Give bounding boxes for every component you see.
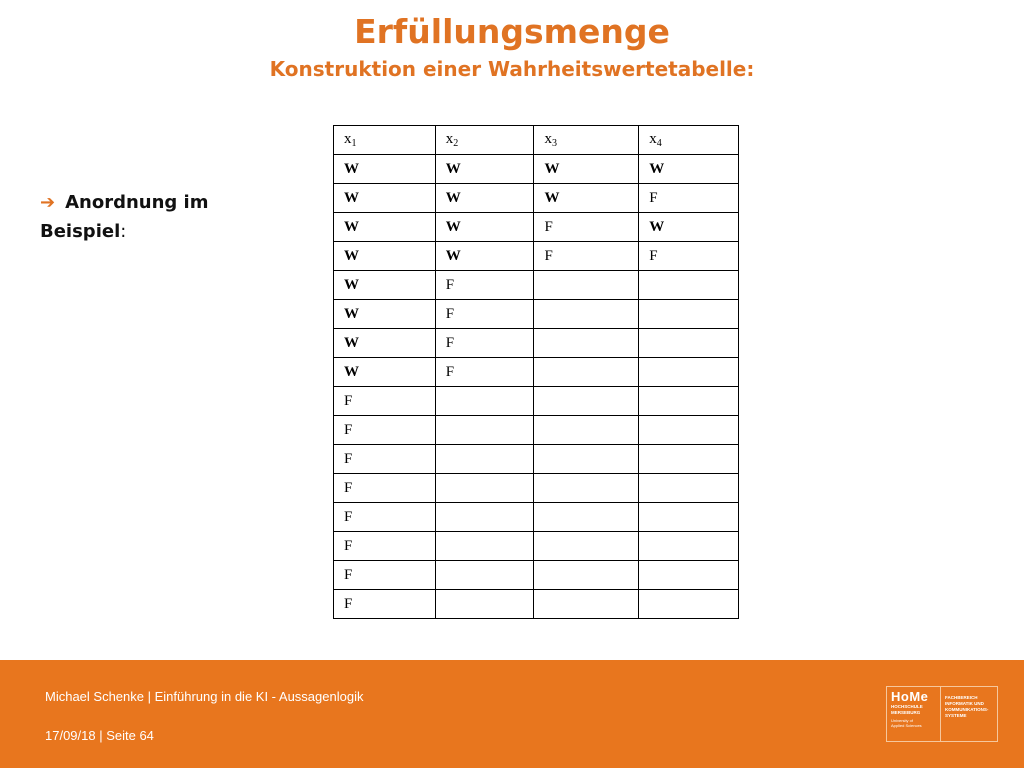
table-cell: W <box>334 242 436 271</box>
table-row <box>334 532 739 561</box>
table-row <box>334 474 739 503</box>
truth-table <box>333 125 739 619</box>
table-row <box>334 271 739 300</box>
table-cell: F <box>639 242 739 271</box>
table-row <box>334 358 739 387</box>
table-row <box>334 590 739 619</box>
table-row <box>334 184 739 213</box>
table-cell: W <box>639 155 739 184</box>
table-cell: F <box>334 590 436 619</box>
table-cell: W <box>435 242 534 271</box>
table-cell <box>639 329 739 358</box>
footer-bar <box>0 660 1024 768</box>
table-cell <box>534 561 639 590</box>
table-cell <box>534 358 639 387</box>
table-cell: F <box>435 358 534 387</box>
table-cell: F <box>334 503 436 532</box>
university-logo: HoMe HOCHSCHULE MERSEBURG University of Applied Sciences FACHBEREICH INFORMATIK UND KOMMUNIKATIONS- SYSTEME <box>886 686 998 742</box>
table-cell <box>534 445 639 474</box>
table-cell: F <box>435 271 534 300</box>
table-cell <box>534 416 639 445</box>
header-cell-x4: $x_4$ <box>639 126 739 155</box>
table-cell <box>534 503 639 532</box>
table-cell: W <box>334 358 436 387</box>
table-cell: F <box>435 300 534 329</box>
table-cell: F <box>334 532 436 561</box>
table-cell <box>639 474 739 503</box>
header-cell-x3: $x_3$ <box>534 126 639 155</box>
table-cell: W <box>435 184 534 213</box>
table-row <box>334 242 739 271</box>
table-header-row <box>334 126 739 155</box>
bullet-colon: : <box>120 221 127 242</box>
table-cell: W <box>334 329 436 358</box>
table-cell <box>639 271 739 300</box>
table-cell: F <box>435 329 534 358</box>
table-cell <box>534 300 639 329</box>
bullet-text-line2: Beispiel <box>40 221 121 242</box>
table-cell <box>435 387 534 416</box>
table-cell <box>639 445 739 474</box>
table-cell: F <box>334 387 436 416</box>
table-cell <box>534 590 639 619</box>
table-row <box>334 416 739 445</box>
table-row <box>334 300 739 329</box>
table-cell <box>534 532 639 561</box>
table-cell: W <box>334 271 436 300</box>
table-cell: W <box>435 155 534 184</box>
header-cell-x2: $x_2$ <box>435 126 534 155</box>
table-cell: F <box>334 474 436 503</box>
table-row <box>334 561 739 590</box>
table-cell <box>435 590 534 619</box>
table-cell <box>639 590 739 619</box>
footer-author: Michael Schenke | Einführung in die KI - Aussagenlogik <box>45 689 364 704</box>
table-cell: W <box>334 300 436 329</box>
table-cell <box>639 503 739 532</box>
table-row <box>334 503 739 532</box>
table-cell <box>534 329 639 358</box>
table-cell <box>534 271 639 300</box>
table-cell: W <box>334 213 436 242</box>
slide-subtitle: Konstruktion einer Wahrheitswertetabelle: <box>269 57 755 81</box>
table-cell <box>639 387 739 416</box>
table-cell: F <box>334 561 436 590</box>
table-cell: F <box>534 213 639 242</box>
table-cell: F <box>334 445 436 474</box>
table-cell <box>435 561 534 590</box>
table-cell: W <box>639 213 739 242</box>
table-cell: F <box>639 184 739 213</box>
table-cell <box>534 474 639 503</box>
table-cell <box>534 387 639 416</box>
table-cell <box>435 474 534 503</box>
table-cell <box>639 532 739 561</box>
table-row <box>334 213 739 242</box>
table-cell <box>435 532 534 561</box>
footer-date-page: 17/09/18 | Seite 64 <box>45 728 154 743</box>
table-cell <box>435 445 534 474</box>
table-row <box>334 329 739 358</box>
table-cell <box>639 416 739 445</box>
table-cell: W <box>334 155 436 184</box>
slide-title: Erfüllungsmenge <box>354 12 670 51</box>
table-row <box>334 155 739 184</box>
table-row <box>334 445 739 474</box>
table-cell: F <box>534 242 639 271</box>
table-cell: W <box>534 184 639 213</box>
table-cell: W <box>334 184 436 213</box>
header-cell-x1: $x_1$ <box>334 126 436 155</box>
arrow-right-icon: ➔ <box>40 192 56 213</box>
table-cell <box>435 416 534 445</box>
logo-mark: HoMe <box>891 689 929 704</box>
table-cell: W <box>534 155 639 184</box>
table-cell <box>435 503 534 532</box>
bullet-point <box>40 188 300 246</box>
table-cell <box>639 561 739 590</box>
bullet-text-line1: Anordnung im <box>65 192 209 213</box>
table-cell <box>639 300 739 329</box>
table-cell: F <box>334 416 436 445</box>
table-row <box>334 387 739 416</box>
truth-table-body <box>334 126 739 619</box>
table-cell: W <box>435 213 534 242</box>
table-cell <box>639 358 739 387</box>
